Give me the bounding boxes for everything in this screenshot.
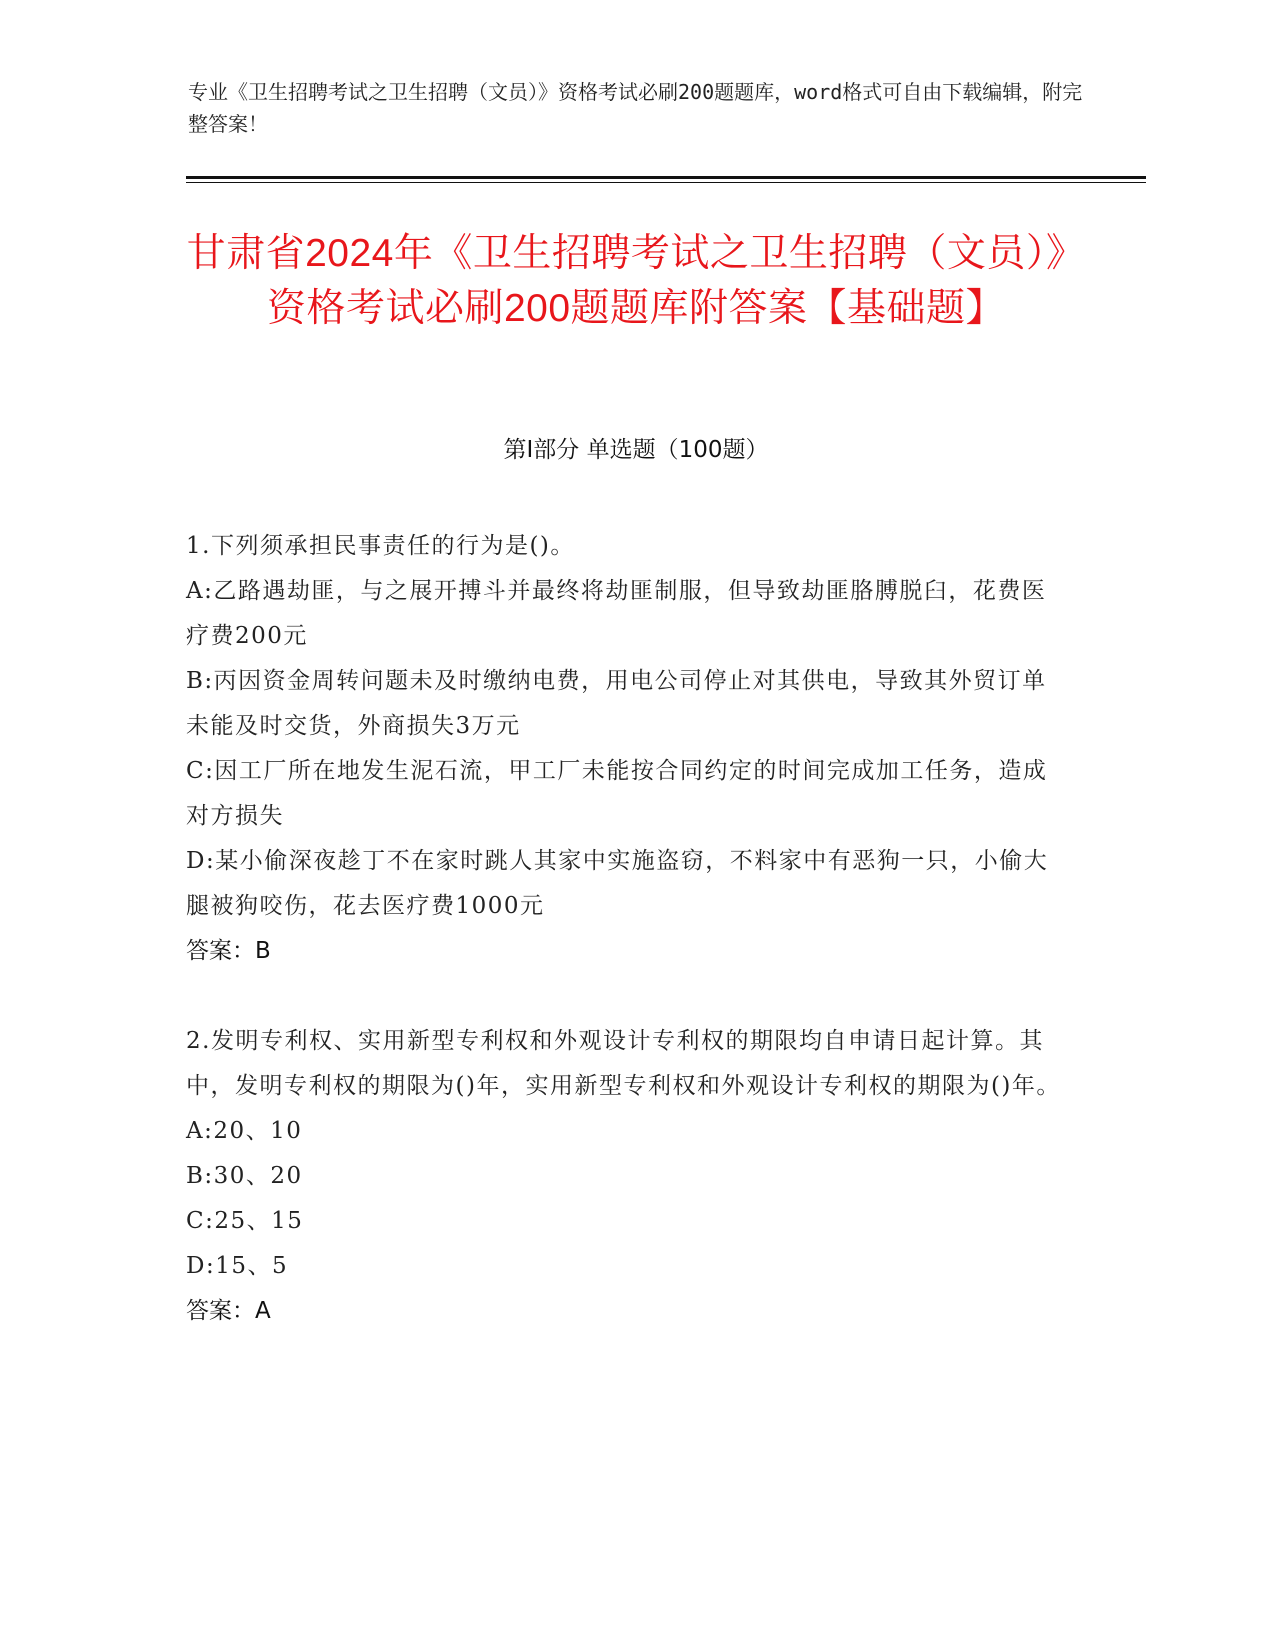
option-a: A:乙路遇劫匪，与之展开搏斗并最终将劫匪制服，但导致劫匪胳膊脱臼，花费医疗费200元: [186, 578, 1047, 649]
header-note: 专业《卫生招聘考试之卫生招聘（文员）》资格考试必刷200题题库，word格式可自由下载编辑，附完整答案！: [188, 80, 1083, 136]
question-stem: 1.下列须承担民事责任的行为是()。: [186, 533, 575, 559]
header-rule-thick: [186, 176, 1146, 179]
document-title: 甘肃省2024年《卫生招聘考试之卫生招聘（文员）》资格考试必刷200题题库附答案【基础题】: [186, 232, 1086, 330]
option-d: D:某小偷深夜趁丁不在家时跳人其家中实施盗窃，不料家中有恶狗一只，小偷大腿被狗咬伤，花去医疗费1000元: [186, 848, 1049, 919]
option-d: D:15、5: [186, 1253, 289, 1279]
section-heading: 第I部分 单选题（100题）: [503, 437, 769, 463]
question-list: [186, 524, 1066, 1379]
option-b: B:30、20: [186, 1163, 303, 1189]
option-b: B:丙因资金周转问题未及时缴纳电费，用电公司停止对其供电，导致其外贸订单未能及时交货，外商损失3万元: [186, 668, 1047, 739]
option-c: C:因工厂所在地发生泥石流，甲工厂未能按合同约定的时间完成加工任务，造成对方损失: [186, 758, 1048, 829]
option-a: A:20、10: [186, 1118, 303, 1144]
header-rule-thin: [186, 182, 1146, 183]
option-c: C:25、15: [186, 1208, 304, 1234]
question-stem: 2.发明专利权、实用新型专利权和外观设计专利权的期限均自申请日起计算。其中，发明专利权的期限为()年，实用新型专利权和外观设计专利权的期限为()年。: [186, 1028, 1061, 1099]
question-2: [186, 1019, 1066, 1334]
question-answer: 答案：B: [186, 938, 271, 964]
question-1: [186, 524, 1066, 974]
question-answer: 答案：A: [186, 1298, 271, 1324]
